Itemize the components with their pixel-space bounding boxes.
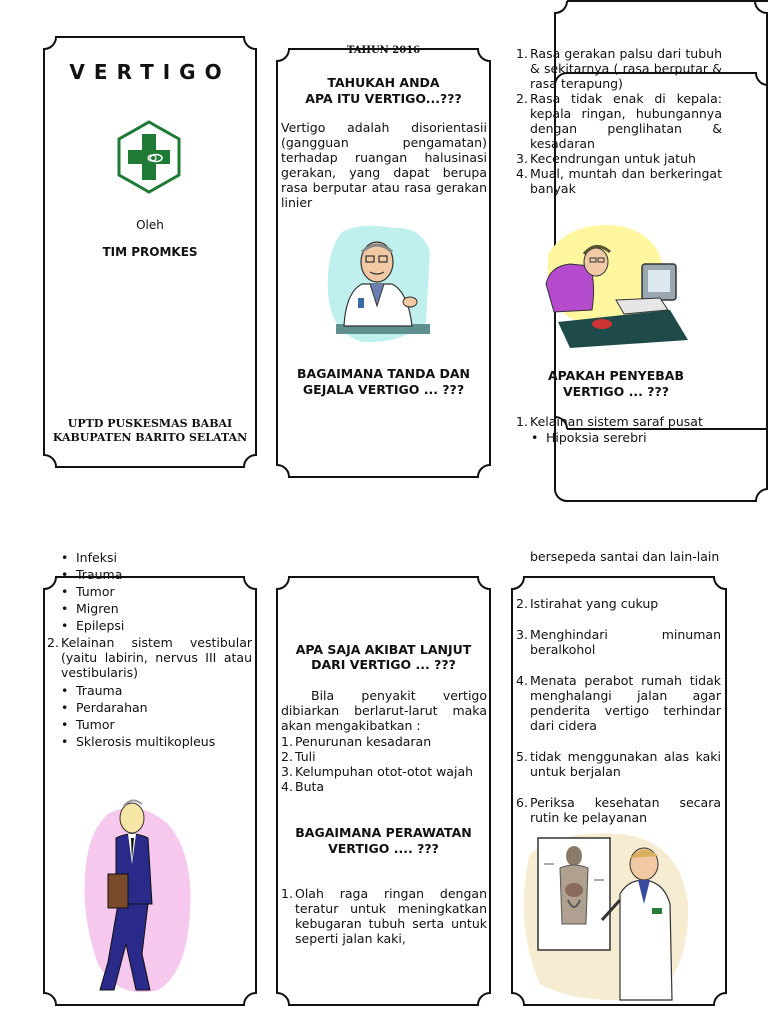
list-item: 2. Tuli [281, 749, 316, 764]
list-item: • Infeksi [61, 550, 117, 565]
dizzy-computer-user-icon [540, 214, 690, 350]
cause1-sub-list-continued [58, 549, 248, 634]
heading-complications-1: APA SAJA AKIBAT LANJUT [295, 642, 472, 657]
list-item: • Tumor [61, 717, 115, 732]
cause-list-1 [516, 414, 722, 429]
cause2-sub-list [58, 682, 248, 750]
year-label: TAHUN 2016 [346, 45, 421, 56]
cover-by: Oleh [136, 218, 164, 232]
dizzy-businessman-icon [78, 794, 196, 1002]
list-item: 1. Kelainan sistem saraf pusat [516, 414, 703, 429]
heading-causes-1: APAKAH PENYEBAB [547, 368, 685, 383]
list-item: 4. Mual, muntah dan berkeringat banyak [516, 166, 722, 196]
care-list-start [281, 886, 487, 946]
heading-complications-2: DARI VERTIGO ... ??? [311, 657, 456, 672]
list-item: • Epilepsi [61, 618, 125, 633]
list-item: 1. Penurunan kesadaran [281, 734, 432, 749]
list-item: 6. Periksa kesehatan secara rutin ke pelayanan [516, 795, 721, 825]
symptom-list [516, 46, 722, 196]
list-item: • Perdarahan [61, 700, 148, 715]
heading-care-1: BAGAIMANA PERAWATAN [295, 825, 472, 840]
heading-what-is-vertigo-1: TAHUKAH ANDA [327, 75, 440, 90]
list-item: 2. Istirahat yang cukup [516, 596, 659, 611]
care-continued-text: bersepeda santai dan lain-lain [530, 549, 720, 564]
list-item: 1. Rasa gerakan palsu dari tubuh & sekitarnya ( rasa berputar & rasa terapung) [516, 46, 722, 91]
list-item: 5. tidak menggunakan alas kaki untuk berjalan [516, 749, 721, 779]
list-item: 1. Olah raga ringan dengan teratur untuk meningkatkan kebugaran tubuh serta untuk seperti jalan kaki, [281, 886, 487, 946]
complication-list [281, 734, 487, 794]
heading-signs-2: GEJALA VERTIGO ... ??? [302, 382, 465, 397]
heading-what-is-vertigo-2: APA ITU VERTIGO...??? [305, 91, 462, 106]
list-item: 2. Kelainan sistem vestibular (yaitu labirin, nervus III atau vestibularis) [47, 635, 252, 680]
heading-care-2: VERTIGO .... ??? [328, 841, 439, 856]
heading-signs-1: BAGAIMANA TANDA DAN [297, 366, 470, 381]
list-item: • Trauma [61, 567, 123, 582]
list-item: 4. Menata perabot rumah tidak menghalangi jalan agar penderita vertigo terhindar dari cidera [516, 673, 721, 733]
list-item: • Sklerosis multikopleus [61, 734, 216, 749]
cause-list-2 [47, 635, 252, 680]
puskesmas-logo-icon [116, 120, 182, 194]
doctor-illustration-icon [322, 222, 434, 350]
complications-intro: Bila penyakit vertigo dibiarkan berlarut-larut maka akan mengakibatkan : [281, 688, 487, 733]
vertigo-definition: Vertigo adalah disorientasii (gangguan pengamatan) terhadap ruangan halusinasi gerakan, yang dapat berupa rasa berputar atau rasa gerakan linier [281, 120, 487, 210]
list-item: 2. Rasa tidak enak di kepala: kepala ringan, hubungannya dengan penglihatan & kesadaran [516, 91, 722, 151]
list-item: 3. Kelumpuhan otot-otot wajah [281, 764, 474, 779]
list-item: • Hipoksia serebri [531, 430, 647, 445]
list-item: 3. Menghindari minuman beralkohol [516, 627, 721, 657]
list-item: • Tumor [61, 584, 115, 599]
list-item: • Migren [61, 601, 119, 616]
heading-causes-2: VERTIGO ... ??? [562, 384, 670, 399]
care-list [516, 596, 721, 825]
doctor-anatomy-chart-icon [520, 824, 692, 1004]
cover-org-line1: UPTD PUSKESMAS BABAI [67, 417, 233, 430]
list-item: 4. Buta [281, 779, 325, 794]
list-item: 3. Kecendrungan untuk jatuh [516, 151, 696, 166]
list-item: • Trauma [61, 683, 123, 698]
cause1-sub-list [528, 429, 718, 446]
cover-org-line2: KABUPATEN BARITO SELATAN [52, 431, 248, 444]
cover-title: VERTIGO [69, 60, 231, 84]
cover-team: TIM PROMKES [102, 245, 198, 259]
